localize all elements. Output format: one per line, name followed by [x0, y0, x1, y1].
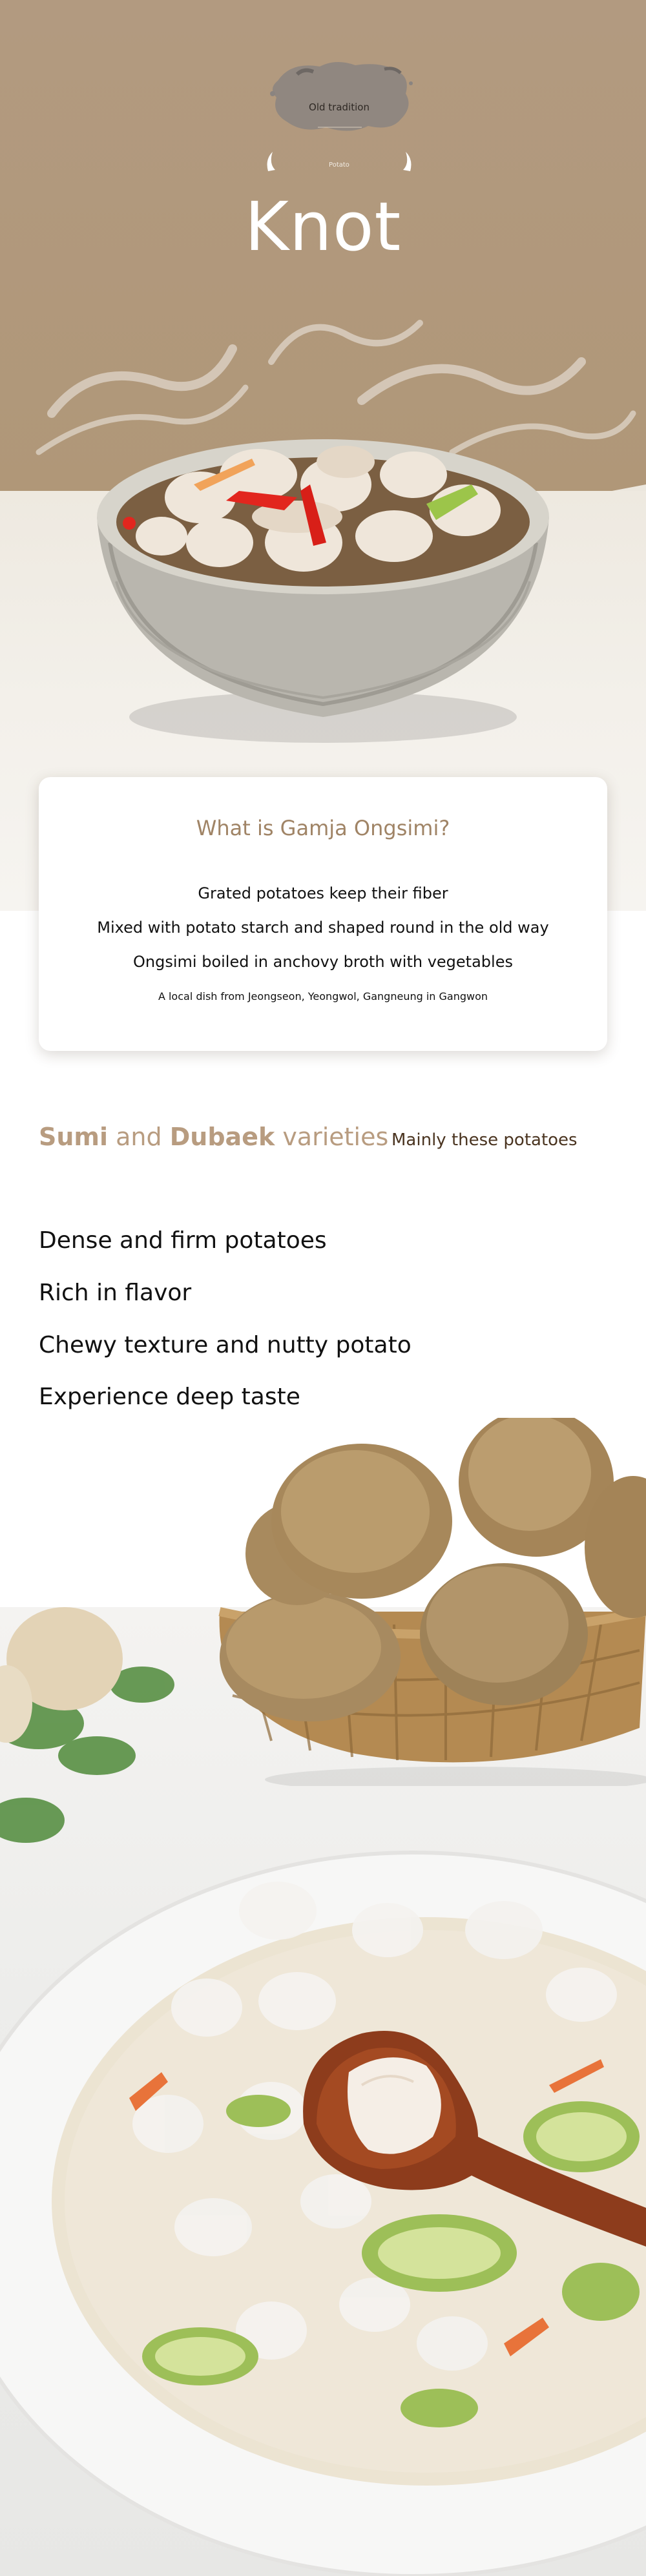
feature-item: Experience deep taste	[39, 1384, 300, 1410]
variety-dubaek: Dubaek	[169, 1123, 275, 1151]
info-origin-note: A local dish from Jeongseon, Yeongwol, Gangneung in Gangwon	[158, 990, 488, 1002]
variety-and: and	[116, 1123, 162, 1151]
hero-section	[0, 0, 646, 911]
varieties-heading	[39, 1123, 620, 1161]
potato-basket-image	[213, 1418, 646, 1786]
variety-sumi: Sumi	[39, 1123, 109, 1151]
ongsimi-soup-bowl-image	[90, 413, 556, 749]
emblem-tradition-label: Old tradition	[309, 101, 370, 113]
varieties-subtitle: Mainly these potatoes	[391, 1130, 578, 1150]
emblem-potato-label: Potato	[329, 161, 349, 169]
info-heading: What is Gamja Ongsimi?	[196, 816, 450, 840]
info-line: Ongsimi boiled in anchovy broth with vegetables	[133, 953, 513, 971]
hero-title: Knot	[244, 187, 402, 266]
feature-item: Rich in flavor	[39, 1280, 192, 1306]
info-card	[39, 777, 607, 1051]
info-line: Mixed with potato starch and shaped round in the old way	[97, 919, 549, 937]
tradition-emblem	[258, 55, 420, 184]
varieties-title	[39, 1123, 388, 1151]
feature-item: Dense and firm potatoes	[39, 1227, 327, 1254]
feature-item: Chewy texture and nutty potato	[39, 1332, 412, 1358]
info-line: Grated potatoes keep their fiber	[198, 884, 448, 902]
variety-suffix: varieties	[282, 1123, 389, 1151]
